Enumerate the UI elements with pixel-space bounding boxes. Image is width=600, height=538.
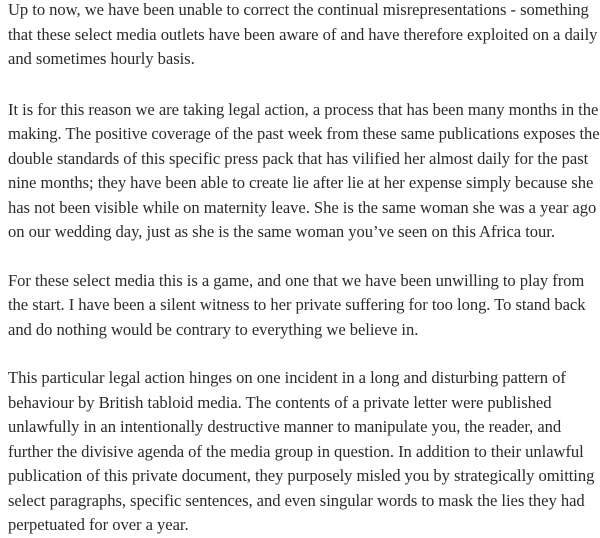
article-paragraph-2: It is for this reason we are taking legal action, a process that has been many months in the making. The positive coverage of the past week from these same publications exposes the double standards of this specific press pack that has vilified her almost daily for the past nine months; they have been able to create lie after lie at her expense simply because she has not been visible while on maternity leave. She is the same woman she was a year ago on our wedding day, just as she is the same woman you’ve seen on this Africa tour. [8,99,600,241]
article-paragraph-3: For these select media this is a game, and one that we have been unwilling to play from the start. I have been a silent witness to her private suffering for too long. To stand back and do nothing would be contrary to everything we believe in. [8,270,586,339]
article-paragraph-4: This particular legal action hinges on one incident in a long and disturbing pattern of behaviour by British tabloid media. The contents of a private letter were published unlawfully in an intentionally destructive manner to manipulate you, the reader, and further the divisive agenda of the media group in question. In addition to their unlawful publication of this private document, they purposely misled you by strategically omitting select paragraphs, specific sentences, and even singular words to mask the lies they had perpetuated for over a year. [8,368,595,534]
article-paragraph-1: Up to now, we have been unable to correct the continual misrepresentations - something that these select media outlets have been aware of and have therefore exploited on a daily and sometimes hourly basis. [8,0,598,68]
